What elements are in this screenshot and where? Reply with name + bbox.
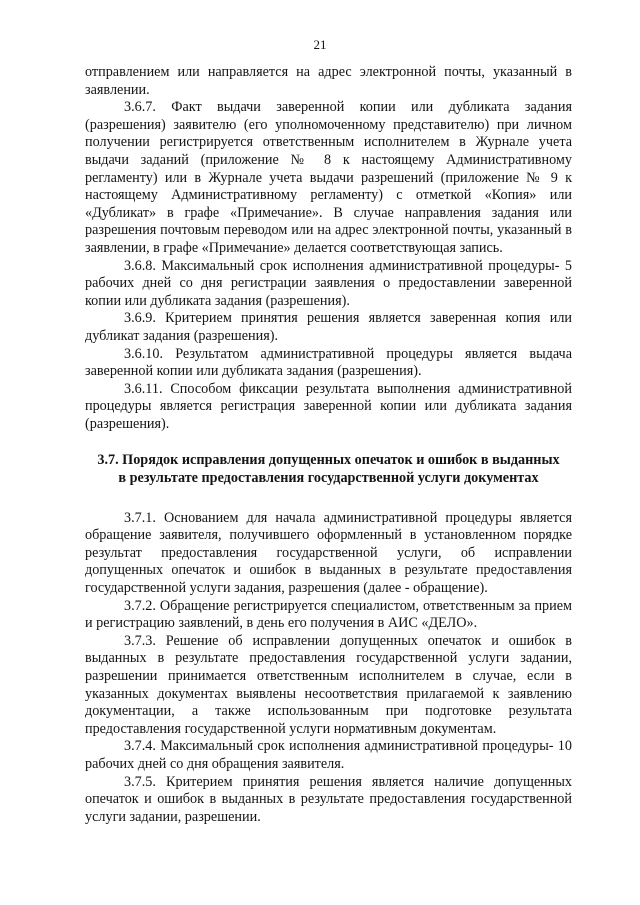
document-body (85, 64, 572, 826)
page-number: 21 (313, 37, 327, 52)
paragraph-3-7-5: 3.7.5. Критерием принятия решения является наличие допущенных опечаток и ошибок в выданных в результате предоставления государственной услуги задании, разрешении. (85, 773, 572, 825)
paragraph-3-7-4: 3.7.4. Максимальный срок исполнения административной процедуры- 10 рабочих дней со дня обращения заявителя. (85, 738, 572, 772)
section-heading-3-7: 3.7. Порядок исправления допущенных опечаток и ошибок в выданных в результате предоставления государственной услуги документах (97, 452, 560, 487)
paragraph-3-6-11: 3.6.11. Способом фиксации результата выполнения административной процедуры является регистрация заверенной копии или дубликата задания (разрешения). (85, 380, 572, 432)
paragraph-3-7-1: 3.7.1. Основанием для начала административной процедуры является обращение заявителя, получившего оформленный в установленном порядке результат предоставления государственной услуги, об исправлении допущенных опечаток и ошибок в выданных в результате предоставления государственной услуги задания, разрешения (далее - обращение). (85, 509, 572, 597)
paragraph-3-6-10: 3.6.10. Результатом административной процедуры является выдача заверенной копии или дубликата задания (разрешения). (85, 345, 572, 380)
paragraph-3-6-8: 3.6.8. Максимальный срок исполнения административной процедуры- 5 рабочих дней со дня регистрации заявления о предоставлении заверенной копии или дубликата задания (разрешения). (85, 257, 572, 309)
paragraph-3-6-7: 3.6.7. Факт выдачи заверенной копии или дубликата задания (разрешения) заявителю (его уполномоченному представителю) при личном получении регистрируется ответственным исполнителем в Журнале учета выдачи заданий (приложение № 8 к настоящему Административному регламенту) или в Журнале учета выдачи разрешений (приложение № 9 к настоящему Административному регламенту) с отметкой «Копия» или «Дубликат» в графе «Примечание». В случае направления задания или разрешения почтовым переводом или на адрес электронной почты, указанный в заявлении, в графе «Примечание» делается соответствующая запись. (85, 99, 572, 256)
paragraph-3-6-9: 3.6.9. Критерием принятия решения является заверенная копия или дубликат задания (разрешения). (85, 310, 572, 344)
paragraph-continuation: отправлением или направляется на адрес электронной почты, указанный в заявлении. (85, 64, 572, 98)
paragraph-3-7-2: 3.7.2. Обращение регистрируется специалистом, ответственным за прием и регистрацию заявлений, в день его получения в АИС «ДЕЛО». (85, 597, 572, 632)
paragraph-3-7-3: 3.7.3. Решение об исправлении допущенных опечаток и ошибок в выданных в результате предоставления государственной услуги задании, разрешении принимается ответственным исполнителем в случае, если в указанных документах выявлены несоответствия прилагаемой к заявлению документации, а также использованным при подготовке результата предоставления государственной услуги нормативным документам. (85, 632, 572, 737)
